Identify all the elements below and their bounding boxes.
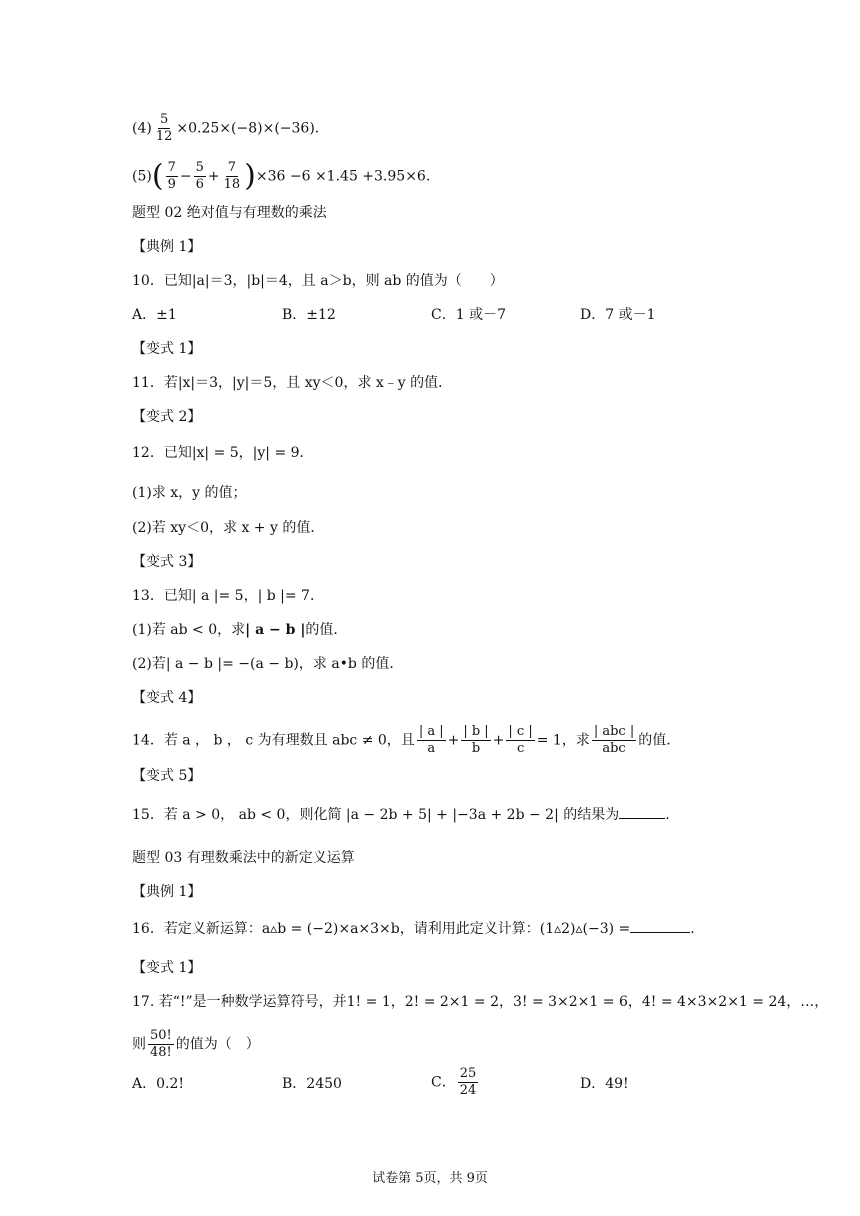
- fraction: $\frac{25}{24}$: [459, 1066, 477, 1098]
- fraction: $\frac{7}{18}$: [223, 160, 241, 192]
- fraction: $\frac{5}{6}$: [195, 160, 204, 192]
- fraction: $\frac{5}{12}$: [155, 112, 173, 144]
- fraction: $\frac{\text{| abc |}}{\text{abc}}$: [593, 724, 635, 756]
- question-11: 11．若|x|＝3，|y|＝5，且 xy＜0，求 x﹣y 的值．: [132, 375, 453, 391]
- question-14: 14．若 a ， b ， c 为有理数且 abc ≠ 0，且 $\frac{| a |}{a}$ + $\frac{| b |}{b}$ + $\frac{| c |}{c}$ = 1，求 $\frac{\text{| abc |}}{\text{abc}}$ 的值．: [132, 724, 681, 756]
- question-16: 16．若定义新运算：a▵b = (−2)×a×3×b，请利用此定义计算：(1▵2)▵(−3) = .: [132, 918, 695, 939]
- question-13-part-2: (2)若| a − b |= −(a − b)，求 a•b 的值．: [132, 656, 404, 672]
- variant-label: 【变式 5】: [132, 768, 202, 784]
- question-17-cont: 则 $\frac{50!}{48!}$ 的值为（ ）: [132, 1028, 260, 1060]
- fraction: $\frac{50!}{48!}$: [150, 1028, 172, 1060]
- option-d: D．7 或－1: [580, 307, 656, 323]
- question-10: 10．已知|a|＝3，|b|＝4，且 a＞b，则 ab 的值为（ ）: [132, 273, 504, 289]
- example-label: 【典例 1】: [132, 239, 202, 255]
- problem-4: [132, 112, 319, 145]
- option-c: C．1 或－7: [431, 307, 506, 323]
- variant-label: 【变式 4】: [132, 690, 202, 706]
- question-17: 17. 若“!”是一种数学运算符号，并1! = 1，2! = 2×1 = 2，3! = 3×2×1 = 6，4! = 4×3×2×1 = 24，…，: [132, 994, 829, 1010]
- problem-4-label: (4): [132, 120, 152, 137]
- variant-label: 【变式 1】: [132, 341, 202, 357]
- question-12-part-2: (2)若 xy＜0，求 x + y 的值．: [132, 520, 325, 536]
- page-footer: 试卷第 5页，共 9页: [372, 1171, 488, 1186]
- option-d: D．49!: [580, 1076, 629, 1092]
- answer-blank[interactable]: [630, 918, 690, 933]
- problem-5-expr: ×36 −6 ×1.45 +3.95×6.: [255, 168, 431, 185]
- answer-blank[interactable]: [619, 804, 665, 819]
- question-13: 13．已知| a |= 5，| b |= 7．: [132, 588, 324, 604]
- abs-expression: | a − b |: [245, 622, 306, 638]
- problem-5-label: (5): [132, 168, 152, 185]
- variant-label: 【变式 1】: [132, 960, 202, 976]
- question-13-part-1: (1)若 ab < 0，求| a − b |的值．: [132, 622, 348, 638]
- variant-label: 【变式 3】: [132, 554, 202, 570]
- problem-5: (5)( $\frac{7}{9}$ − $\frac{5}{6}$ + $\frac{7}{18}$ )×36 −6 ×1.45 +3.95×6.: [132, 158, 431, 194]
- option-b: B．2450: [282, 1076, 342, 1092]
- option-a: A．0.2!: [132, 1076, 185, 1092]
- fraction: $\frac{7}{9}$: [167, 160, 176, 192]
- section-heading: 题型 02 绝对值与有理数的乘法: [132, 205, 327, 221]
- section-heading: 题型 03 有理数乘法中的新定义运算: [132, 850, 355, 866]
- option-b: B．±12: [282, 307, 336, 323]
- variant-label: 【变式 2】: [132, 409, 202, 425]
- question-12-part-1: (1)求 x，y 的值；: [132, 485, 247, 501]
- problem-4-expr: ×0.25×(−8)×(−36).: [176, 120, 320, 137]
- option-c: C． $\frac{25}{24}$: [431, 1066, 477, 1098]
- fraction: $\frac{| a |}{a}$: [418, 724, 444, 756]
- question-12: 12．已知|x| = 5，|y| = 9．: [132, 445, 314, 461]
- fraction: $\frac{| c |}{c}$: [508, 724, 533, 756]
- fraction: $\frac{| b |}{b}$: [463, 724, 489, 756]
- example-label: 【典例 1】: [132, 884, 202, 900]
- question-15: 15．若 a > 0， ab < 0，则化简 |a − 2b + 5| + |−3a + 2b − 2| 的结果为 .: [132, 804, 670, 825]
- option-a: A．±1: [132, 307, 177, 323]
